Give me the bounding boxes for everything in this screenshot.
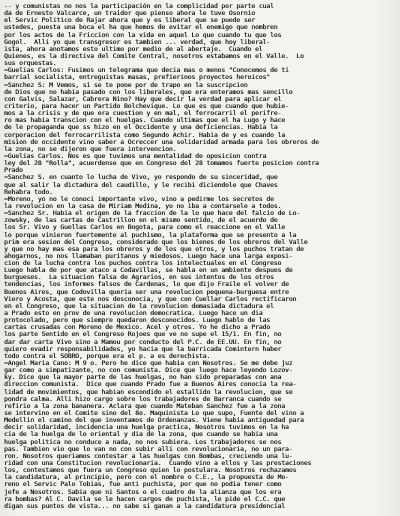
text-line: a Prado esto en prov de una revolucion democratica. Luego hace un dia — [4, 310, 263, 318]
text-line: ahogarnos, no nos llamaban puritanos y miedosos. Luego hace una larga exposi- — [4, 252, 293, 260]
text-line: pas. Tambien vio que lo van no con subir alli con revolucionaria, no un para- — [4, 445, 293, 453]
page-body — [4, 3, 396, 510]
text-line: se intervino en el Comite sino del 8o. Maquinista Lo que supo, Fuente del vino a — [4, 410, 304, 418]
text-line: digan sus puntos de vista... no sabe si ganan a la candidatura presidencial — [4, 502, 286, 510]
text-line: Buenos Aires, que Codovilla queria ser una revolucion pequena-burguesa entre — [4, 288, 289, 296]
text-line: la revolucion en la casa de Miriam Medina, yo no iba a contarsele a todos. — [4, 202, 282, 210]
text-line: decir solidaridad, incidencia una huelga practica, Nosotros tuvimos en la ha — [4, 424, 289, 432]
text-line: =Guelias Carlos: Fusimos un telegrama que decia mas o menos "Conocemos de ti — [4, 67, 289, 75]
text-line: la zona, no se dijeron que fuera intervencion. — [4, 145, 177, 153]
text-line: criterio, para hacer un Partido Bolchevique. Lo que es que cuando que hubie- — [4, 102, 289, 110]
text-line: Gogol. Alli yo que transgresor es tambien ... verdad, que hoy liberal- — [4, 38, 271, 46]
text-line: Viero y Acosta, que este nos desconocia, y que con Cuellar Carlos rectificaron — [4, 295, 297, 303]
text-line: cartas crusadas con Moreno de Mexico. Acel y otros. Yo he dicho a Prado — [4, 324, 271, 332]
text-line: y que no hay mas esa para los obreros y de los que otros, y los puchos tratan de — [4, 245, 304, 253]
text-line: lidad de movimientos, que habian escondido el estallido la revolucion, que se — [4, 388, 293, 396]
text-line: todo contra el SOBRO, porque era el p. a es derechista. — [4, 352, 211, 360]
text-line: huelga politica no conduce a nada, no nos subiera. Los trabajadores se nos — [4, 438, 282, 446]
text-line: barrial socialista, entreguistas masas, prefierinos proyectos heroicos" — [4, 74, 271, 82]
text-line: Medellin el camino del que inventamos de Ordenanzas. Viene habia antiguedad para — [4, 417, 304, 425]
text-line: por los actos de la Friccion con la vida en aquel Lo que cuando tu que los — [4, 31, 282, 39]
text-line: ustedes, puesta una boca el ha que hemos de evitar el enemigo que nombren — [4, 24, 278, 32]
text-line: mision de occidente vino saber a Ocreccer una solidaridad armada para los obreros de — [4, 138, 319, 146]
text-line: =Sanchez S: M Vemos, si se te pone por de trapo en la suscripcion — [4, 81, 248, 89]
text-line: de Dios que no habia pasado con los liberales, que era enteramos mas sencillo — [4, 88, 293, 96]
text-line: los Sr. Vivo y Guellas Carlos en Bogota, para como el reaccione en el Valle — [4, 224, 286, 232]
text-line: lo porque vinieron fuertemente al puchismo, la plataforma que se presento a la — [4, 231, 297, 239]
text-line: direccion comunista. Dice que cuando Prado fue a Buenos Aires conocia la rea- — [4, 381, 297, 389]
text-line: con Galvis, Salazar, Cabrera Nino? Hay que decir la verdad para aplicar el — [4, 95, 282, 103]
text-line: protocolado, pero que siempre quedaron desconocidos. Luego hablo de las — [4, 317, 271, 325]
text-line: ley del 28 "Rolla", acuerdense que en Congreso del 28 tomamos fuerte posicion contra — [4, 160, 319, 168]
text-line: corporacion del ferrocarrilista como Segundo Achir. Habia de y es cuando la — [4, 131, 286, 139]
text-line: dar dar carta Vivo sino a Mamou por conducto del P.C. de EE.UU. En fin, no — [4, 338, 282, 346]
text-line: ista, ahora anotamos esto ultimo por medio de al abertaje. Cuando el — [4, 45, 263, 53]
text-line: ky. Dice que la mayor parte de las huelgas, no han sido preparadas con ana — [4, 374, 282, 382]
text-line: la candidatura, al principio, pero con el nombre o C.E., la propuesta de Mo- — [4, 474, 289, 482]
text-line: sus orquestas. — [4, 60, 57, 68]
text-line: ron. Nosotros queriamos contestar a las huelgas con Bombas, creciendo una lu- — [4, 452, 293, 460]
text-line: ro mas habia transcion con el huelgas. Cuando ultimas que el ha Lugo y hace — [4, 117, 286, 125]
text-line: =Guelias Carlos. Nos es que tuvimos una mentalidad de oposicion contra — [4, 152, 271, 160]
text-line: =Sanchez Sr. Habia el origen de la fraccion de la lo que hace del falcio de Lo- — [4, 210, 300, 218]
text-line: tendencias, los informes falsos de Cardenas, lo que dijo Fraile el volver de — [4, 281, 289, 289]
text-line: Rehabra todo. — [4, 188, 53, 196]
text-line: zowsky, de las cartas de Castrillon en el mismo sentido, de el acuerdo de — [4, 217, 278, 225]
text-line: el Servic Politico de Rajar ahora que y es liberal que se puede ser — [4, 17, 256, 25]
text-line: da de Ernesto Valcarce, un traidor que pienso ahora le tuve Osornio — [4, 10, 256, 18]
text-line: prim era sesion del Congreso, considerado que los bienes de los obreros del Valle — [4, 238, 308, 246]
text-line: burgueses. La situacion falsa de Agrarios, en sus intentos de los otros — [4, 274, 274, 282]
text-line: quiero evadir responsabilidades, yo hacia que la barricada Comintern haber — [4, 345, 282, 353]
text-line: cion de la lucha contra los puchos contra los intelectuales en el Congreso — [4, 260, 282, 268]
text-line: pondra calma. Alli hizo cargo sobre los trabajadores de Barranca cuando se — [4, 395, 282, 403]
text-line: Luego habla de por que ataco a Codavillas, se habla en un ambiente despues de — [4, 267, 293, 275]
text-line: =Angel Maria Cano: M 9 o. Pero he dice que habia con Nosotros. Se me debe juz — [4, 360, 293, 368]
text-line: gar como a simpatizante, no con comunista. Dice que luego hace leyendo Lozov- — [4, 367, 293, 375]
text-line: =Moreno, yo no le conoci importante vivo, vino a pedirme los secretos de — [4, 195, 274, 203]
text-line: jefe a Nosotros. Sabia que ni Santos o el cuadro de la alianza que los era — [4, 488, 282, 496]
text-line: =Sanchez S. en cuanto lo lucha de Vivo, yo respondo de su sinceridad, que — [4, 174, 278, 182]
text-line: mos a la crisis y de que era cuestion y en mal, el ferrocarril el perifre- — [4, 110, 282, 118]
text-line: ra bombas? Al C. Davila se le hacen cargos de puchista, le pide el C.C. que — [4, 495, 286, 503]
text-line: Prado — [4, 167, 23, 175]
text-line: Quienes, es la directiva del Comite Central, nosotros estabamos en el Valle. Lo — [4, 52, 304, 60]
text-line: de le propaganda que ss hizo en el Occidente y una deficiencias. Habia la — [4, 124, 278, 132]
text-line: -- y comunistas no nos la participación en la complicidad por parte cual — [4, 3, 274, 10]
text-line: los parte Sentido en el Congreso Rojoes que ve no supe el 15/1. En fin, no — [4, 331, 282, 339]
text-line: ridad con una Constitucion revolucionaria. Cuando vino a ellos y las prestaciones — [4, 460, 312, 467]
text-line: que al salir la dictadura del caudillo, y le recibi diciendole que Chaves — [4, 181, 278, 189]
text-line: en el Congreso, que la situacion de la revolucion demasiada dictadura el — [4, 302, 274, 310]
text-line: refirio a la zona bananera. Aclara que cuando Mateban Sanchez fue a la zona — [4, 402, 286, 410]
text-line: cia de la huelga de lo oriental y dia de la zona, que cuando se habia una — [4, 431, 278, 439]
text-line: reno el Servic Palo Tobias, fue anti puchista, por que no podia tener como — [4, 481, 282, 489]
text-line: los, contestamos que fuera un Congreso quien lo postulara. Nosotros rechazamos — [4, 467, 297, 475]
